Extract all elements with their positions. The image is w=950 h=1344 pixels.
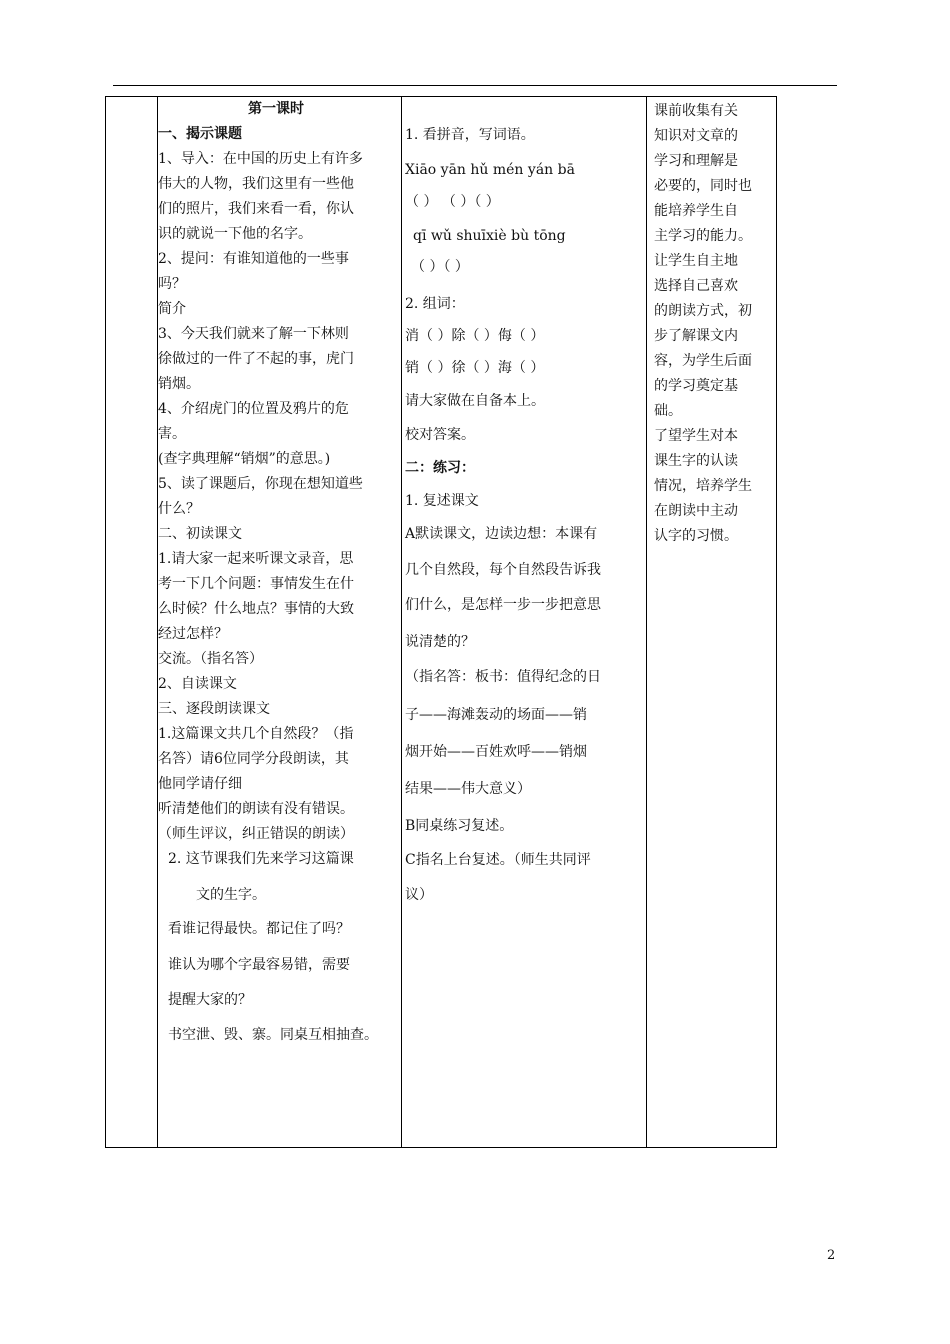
col1-line: 谁认为哪个字最容易错，需要 xyxy=(168,957,350,973)
col1-line: 什么？ xyxy=(158,501,200,517)
col3-line: 选择自己喜欢 xyxy=(654,278,738,294)
col3-line: 必要的，同时也 xyxy=(654,178,752,194)
col1-line: 2、提问：有谁知道他的一些事 xyxy=(158,251,349,267)
col1-line: 经过怎样？ xyxy=(158,626,228,642)
col2-line: 议） xyxy=(405,887,433,903)
col2-line: 说清楚的？ xyxy=(405,634,475,650)
col2-line: qī wǔ shuīxiè bù tōng xyxy=(413,228,566,244)
col2-line: A默读课文，边读边想：本课有 xyxy=(405,526,598,542)
col3-line: 的学习奠定基 xyxy=(654,378,738,394)
col3-line: 让学生自主地 xyxy=(654,253,738,269)
col3-line: 课前收集有关 xyxy=(654,103,738,119)
col3-line: 在朗读中主动 xyxy=(654,503,738,519)
col1-line: 看谁记得最快。都记住了吗？ xyxy=(168,921,350,937)
col2-line: 销（ ）徐（ ）海（ ） xyxy=(405,360,545,376)
col2-line: B同桌练习复述。 xyxy=(405,818,514,834)
col1-line: 提醒大家的？ xyxy=(168,992,252,1008)
col1-line: 他同学请仔细 xyxy=(158,776,242,792)
col1-line: 交流。（指名答） xyxy=(158,651,263,667)
col2-line: C指名上台复述。（师生共同评 xyxy=(405,852,591,868)
lesson-table xyxy=(105,96,777,1148)
col1-line: 5、读了课题后，你现在想知道些 xyxy=(158,476,363,492)
col1-line: 1.请大家一起来听课文录音，思 xyxy=(158,551,354,567)
page-number: 2 xyxy=(827,1248,836,1263)
col3-line: 知识对文章的 xyxy=(654,128,738,144)
column-divider-3 xyxy=(646,97,647,1147)
col2-line: 消（ ）除（ ）侮（ ） xyxy=(405,328,545,344)
col2-line: 结果——伟大意义） xyxy=(405,781,531,797)
col1-line: 3、今天我们就来了解一下林则 xyxy=(158,326,349,342)
col2-line: 1. 看拼音，写词语。 xyxy=(405,127,535,143)
col1-line: 徐做过的一件了不起的事，虎门 xyxy=(158,351,354,367)
col1-line: 1.这篇课文共几个自然段？（指 xyxy=(158,726,354,742)
col1-line: 么时候？什么地点？事情的大致 xyxy=(158,601,354,617)
col1-line: 4、介绍虎门的位置及鸦片的危 xyxy=(158,401,349,417)
col1-line: 2. 这节课我们先来学习这篇课 xyxy=(168,851,354,867)
col1-line: (查字典理解“销烟”的意思。) xyxy=(158,451,331,467)
col1-line: 伟大的人物，我们这里有一些他 xyxy=(158,176,354,192)
col2-line: 几个自然段，每个自然段告诉我 xyxy=(405,562,601,578)
col1-line: 吗？ xyxy=(158,276,186,292)
col3-line: 主学习的能力。 xyxy=(654,228,752,244)
column-divider-2 xyxy=(401,97,402,1147)
col1-line: （师生评议，纠正错误的朗读） xyxy=(158,826,354,842)
col2-line: 请大家做在自备本上。 xyxy=(405,393,545,409)
col3-line: 学习和理解是 xyxy=(654,153,738,169)
col1-line: 三、逐段朗读课文 xyxy=(158,701,270,717)
col1-line: 们的照片，我们来看一看，你认 xyxy=(158,201,354,217)
col2-line: 二：练习： xyxy=(405,460,475,476)
col1-line: 文的生字。 xyxy=(196,887,266,903)
col1-line: 一、揭示课题 xyxy=(158,126,242,142)
col2-line: （ ）（ ） xyxy=(411,259,469,275)
col1-line: 听清楚他们的朗读有没有错误。 xyxy=(158,801,354,817)
col2-line: 烟开始——百姓欢呼——销烟 xyxy=(405,744,587,760)
col2-line: 2. 组词： xyxy=(405,296,465,312)
col3-line: 情况，培养学生 xyxy=(654,478,752,494)
col1-line: 第一课时 xyxy=(248,101,304,117)
col3-line: 能培养学生自 xyxy=(654,203,738,219)
col3-line: 容，为学生后面 xyxy=(654,353,752,369)
col1-line: 1、导入：在中国的历史上有许多 xyxy=(158,151,363,167)
col3-line: 了望学生对本 xyxy=(654,428,738,444)
col2-line: （ ） （ ）（ ） xyxy=(405,194,500,210)
col3-line: 础。 xyxy=(654,403,682,419)
col1-line: 销烟。 xyxy=(158,376,200,392)
col1-line: 二、初读课文 xyxy=(158,526,242,542)
col2-line: 们什么，是怎样一步一步把意思 xyxy=(405,597,601,613)
col3-line: 的朗读方式，初 xyxy=(654,303,752,319)
col2-line: 校对答案。 xyxy=(405,427,475,443)
col2-line: 子——海滩轰动的场面——销 xyxy=(405,707,587,723)
col1-line: 简介 xyxy=(158,301,186,317)
col1-line: 书空泄、毁、寨。同桌互相抽查。 xyxy=(168,1027,378,1043)
header-rule xyxy=(113,85,837,86)
col2-line: Xiāo yān hǔ mén yán bā xyxy=(405,162,575,178)
col3-line: 课生字的认读 xyxy=(654,453,738,469)
col3-line: 认字的习惯。 xyxy=(654,528,738,544)
col2-line: （指名答：板书：值得纪念的日 xyxy=(405,669,601,685)
col1-line: 2、自读课文 xyxy=(158,676,237,692)
col1-line: 名答）请6位同学分段朗读，其 xyxy=(158,751,349,767)
col1-line: 考一下几个问题：事情发生在什 xyxy=(158,576,354,592)
col1-line: 识的就说一下他的名字。 xyxy=(158,226,312,242)
col3-line: 步了解课文内 xyxy=(654,328,738,344)
col2-line: 1. 复述课文 xyxy=(405,493,479,509)
col1-line: 害。 xyxy=(158,426,186,442)
